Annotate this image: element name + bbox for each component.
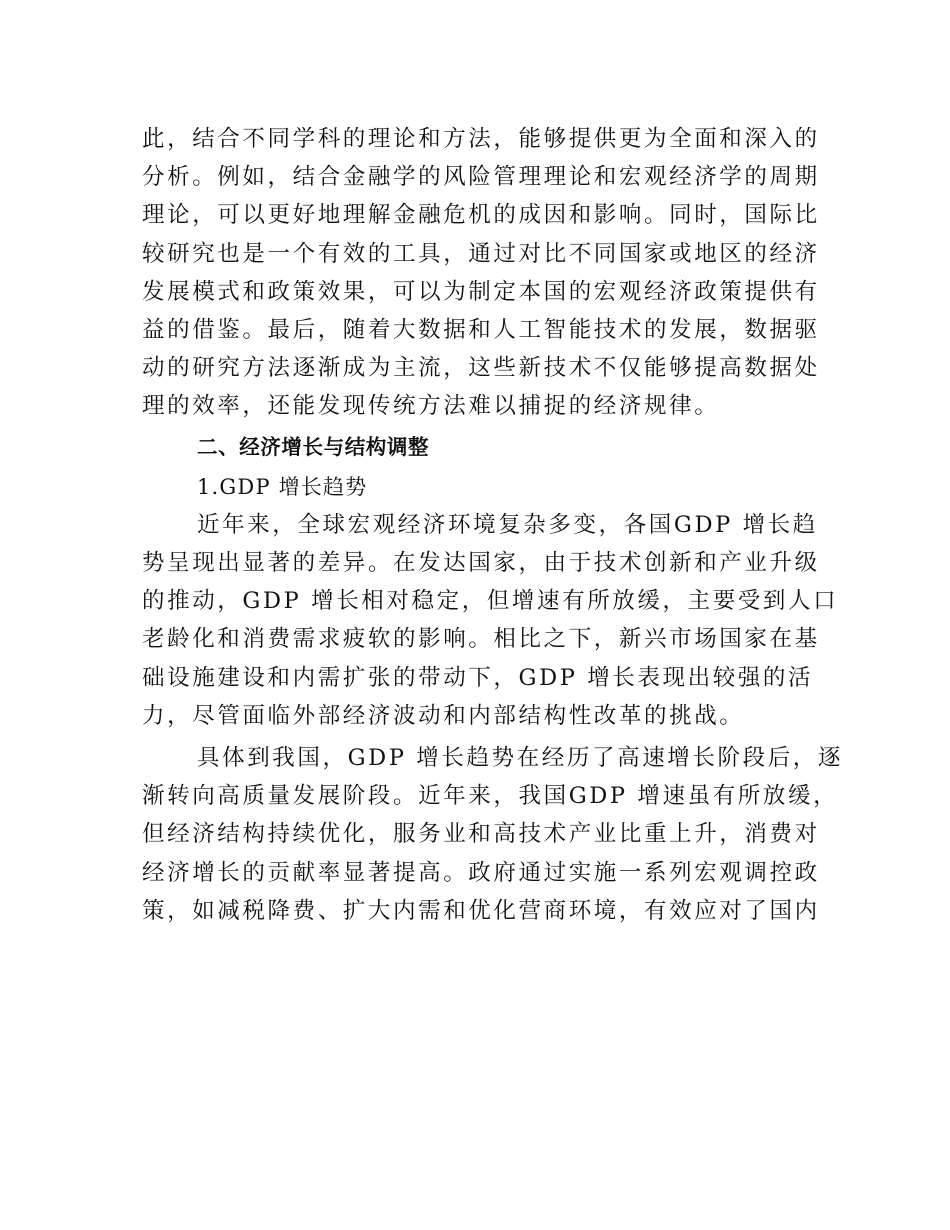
section-heading: 二、经济增长与结构调整 bbox=[197, 434, 430, 459]
paragraph-line: 础设施建设和内需扩张的带动下，GDP 增长表现出较强的活 bbox=[142, 664, 814, 691]
paragraph-1 bbox=[142, 120, 822, 426]
paragraph-line: 的推动，GDP 增长相对稳定，但增速有所放缓，主要受到人口 bbox=[142, 588, 839, 615]
paragraph-line: 势呈现出显著的差异。在发达国家，由于技术创新和产业升级 bbox=[142, 550, 820, 577]
paragraph-line: 具体到我国，GDP 增长趋势在经历了高速增长阶段后，逐 bbox=[197, 745, 844, 771]
document-body bbox=[142, 120, 844, 930]
paragraph-line: 理的效率，还能发现传统方法难以捕捉的经济规律。 bbox=[142, 393, 720, 420]
paragraph-line: 动的研究方法逐渐成为主流，这些新技术不仅能够提高数据处 bbox=[142, 355, 820, 382]
paragraph-3 bbox=[142, 739, 844, 930]
paragraph-line: 发展模式和政策效果，可以为制定本国的宏观经济政策提供有 bbox=[142, 278, 820, 305]
paragraph-line: 益的借鉴。最后，随着大数据和人工智能技术的发展，数据驱 bbox=[142, 316, 820, 343]
paragraph-line: 策，如减税降费、扩大内需和优化营商环境，有效应对了国内 bbox=[142, 897, 820, 924]
paragraph-2 bbox=[142, 506, 839, 735]
paragraph-line: 分析。例如，结合金融学的风险管理理论和宏观经济学的周期 bbox=[142, 164, 820, 191]
paragraph-line: 理论，可以更好地理解金融危机的成因和影响。同时，国际比 bbox=[142, 202, 820, 229]
paragraph-line: 此，结合不同学科的理论和方法，能够提供更为全面和深入的 bbox=[142, 126, 820, 152]
paragraph-line: 较研究也是一个有效的工具，通过对比不同国家或地区的经济 bbox=[142, 240, 820, 267]
paragraph-line: 近年来，全球宏观经济环境复杂多变，各国GDP 增长趋 bbox=[197, 511, 818, 538]
paragraph-line: 渐转向高质量发展阶段。近年来，我国GDP 增速虽有所放缓， bbox=[142, 783, 839, 810]
paragraph-line: 力，尽管面临外部经济波动和内部结构性改革的挑战。 bbox=[142, 702, 745, 729]
paragraph-line: 经济增长的贡献率显著提高。政府通过实施一系列宏观调控政 bbox=[142, 859, 820, 886]
paragraph-line: 老龄化和消费需求疲软的影响。相比之下，新兴市场国家在基 bbox=[142, 626, 820, 653]
subsection-heading: 1.GDP 增长趋势 bbox=[197, 474, 368, 499]
paragraph-line: 但经济结构持续优化，服务业和高技术产业比重上升，消费对 bbox=[142, 821, 820, 848]
